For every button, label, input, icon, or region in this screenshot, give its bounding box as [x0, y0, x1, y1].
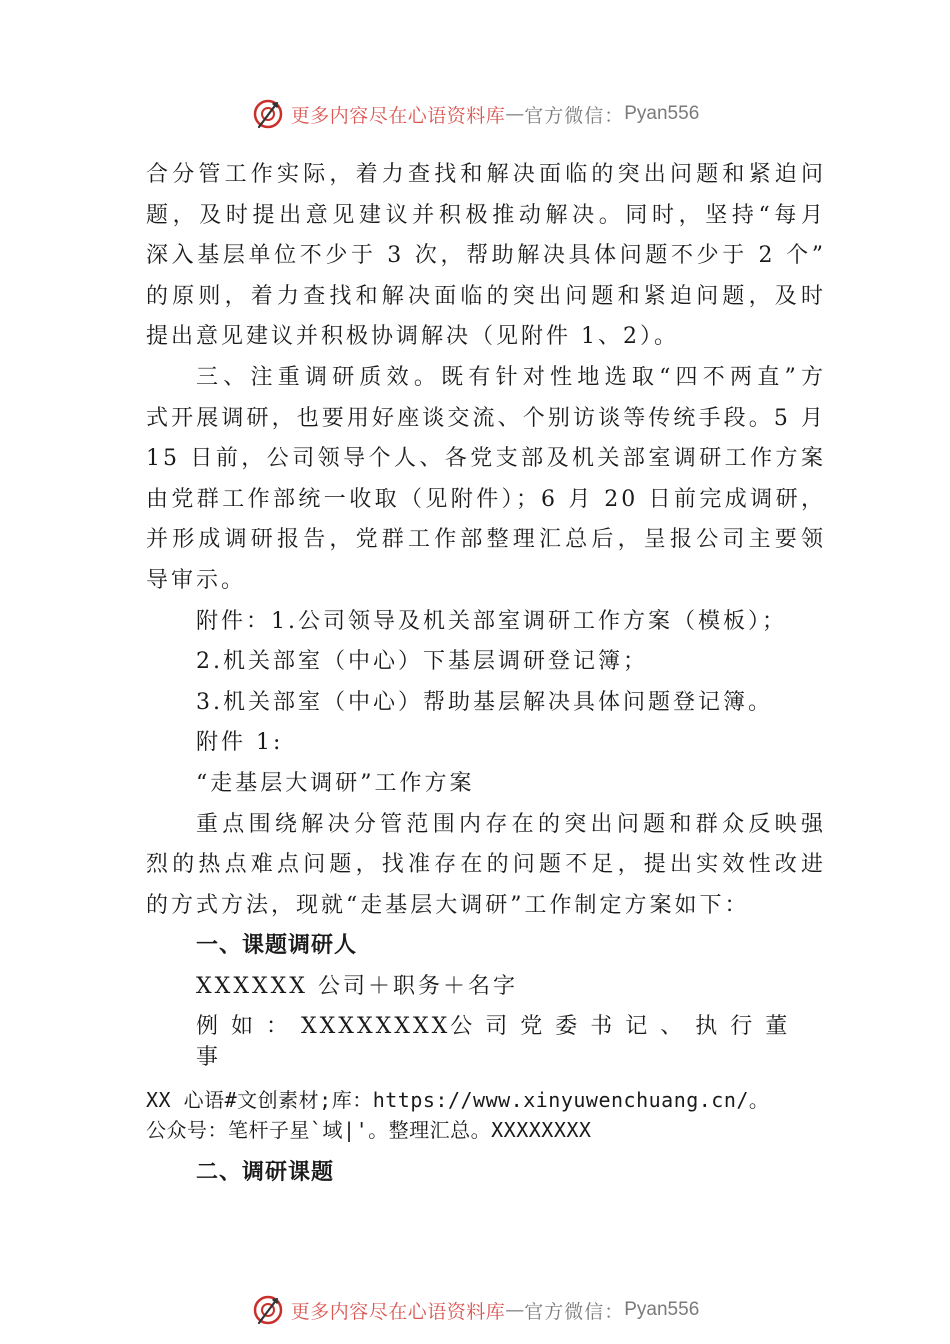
- text-line: 由党群工作部统一收取（见附件）；6 月 20 日前完成调研，: [146, 486, 826, 512]
- text-line: 烈的热点难点问题，找准存在的问题不足，提出实效性改进: [146, 852, 826, 878]
- watermark-line-2: 公众号：笔杆子星`域|'。整理汇总。XXXXXXXX: [146, 1117, 592, 1142]
- attachment-list: [146, 602, 826, 724]
- footer-brand-text: 更多内容尽在心语资料库: [290, 1300, 506, 1323]
- text-line: 15 日前，公司领导个人、各党支部及机关部室调研工作方案: [146, 446, 826, 472]
- header-official-label: 官方微信：: [524, 104, 625, 127]
- section-heading-researcher: 一、课题调研人: [196, 933, 358, 959]
- watermark-line-1: XX 心语#文创素材;库：https://www.xinyuwenchuang.cn/。: [146, 1087, 770, 1112]
- example-line: 例 如 ： XXXXXXXX公 司 党 委 书 记 、 执 行 董: [196, 1014, 791, 1040]
- paragraph-3: [146, 805, 826, 927]
- example-tail: 事: [196, 1045, 222, 1071]
- text-line: 提出意见建议并积极协调解决（见附件 1、2）。: [146, 324, 679, 350]
- header-brand-text: 更多内容尽在心语资料库: [290, 104, 506, 127]
- text-line: 的方式方法，现就“走基层大调研”工作制定方案如下：: [146, 892, 750, 918]
- brand-logo-icon: [251, 97, 285, 131]
- text-line: 导审示。: [146, 567, 247, 593]
- attachment-1-label: 附件 1:: [196, 730, 284, 756]
- attachment-item: 3.机关部室（中心）帮助基层解决具体问题登记簿。: [196, 689, 773, 715]
- page-header-watermark: [0, 94, 950, 134]
- text-line: 的原则，着力查找和解决面临的突出问题和紧迫问题，及时: [146, 283, 826, 309]
- footer-wechat-id: Pyan556: [624, 1299, 700, 1320]
- attachment-item: 附件：1.公司领导及机关部室调研工作方案（模板）；: [196, 608, 787, 634]
- document-body: [146, 155, 826, 1193]
- footer-official-label: 官方微信：: [524, 1300, 625, 1323]
- header-dash: —: [505, 103, 525, 125]
- text-line: 式开展调研，也要用好座谈交流、个别访谈等传统手段。5 月: [146, 405, 826, 431]
- text-line: 三、注重调研质效。既有针对性地选取“四不两直”方: [196, 364, 826, 390]
- text-line: 重点围绕解决分管范围内存在的突出问题和群众反映强: [196, 811, 826, 837]
- text-line: 深入基层单位不少于 3 次，帮助解决具体问题不少于 2 个”: [146, 243, 826, 269]
- plan-title: “走基层大调研”工作方案: [196, 770, 475, 796]
- brand-logo-icon: [251, 1293, 285, 1327]
- footer-dash: —: [505, 1299, 525, 1321]
- section-heading-topics: 二、调研课题: [196, 1159, 335, 1185]
- text-line: 合分管工作实际，着力查找和解决面临的突出问题和紧迫问: [146, 162, 826, 187]
- attachment-item: 2.机关部室（中心）下基层调研登记簿；: [196, 649, 648, 675]
- text-line: 题，及时提出意见建议并积极推动解决。同时，坚持“每月: [146, 202, 826, 228]
- researcher-line: XXXXXX 公司＋职务＋名字: [196, 973, 518, 999]
- paragraph-2: [146, 358, 826, 602]
- page-footer-watermark: [0, 1290, 950, 1330]
- header-wechat-id: Pyan556: [624, 103, 700, 124]
- paragraph-1: [146, 155, 826, 358]
- text-line: 并形成调研报告，党群工作部整理汇总后，呈报公司主要领: [146, 527, 826, 553]
